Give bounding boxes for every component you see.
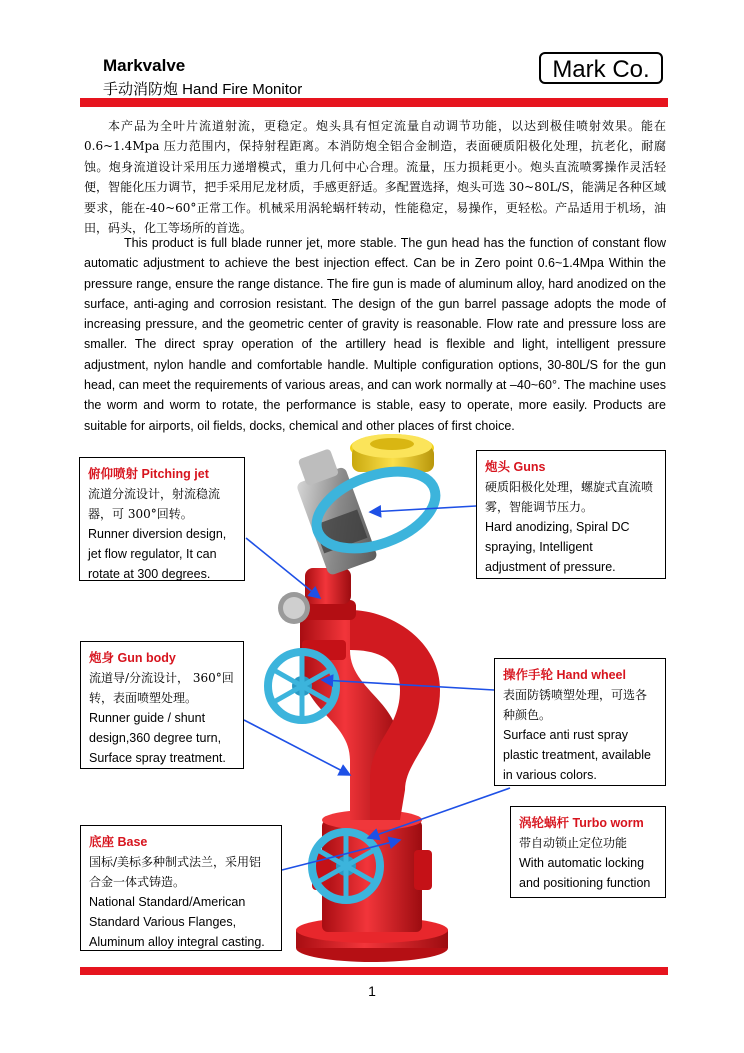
product-subtitle: 手动消防炮 Hand Fire Monitor (103, 81, 303, 98)
callout-hand-wheel-text-cn: 表面防锈喷塑处理，可选各种颜色。 (503, 688, 648, 722)
callout-pitching-jet-title: 俯仰喷射 Pitching jet (88, 466, 209, 481)
callout-pitching-jet-text-en: Runner diversion design, jet flow regulator, It can rotate at 300 degrees. (88, 527, 227, 581)
callout-gun-body (80, 641, 244, 769)
callout-base-text-en: National Standard/American Standard Various Flanges, Aluminum alloy integral casting. (89, 895, 265, 949)
page-number: 1 (368, 983, 376, 999)
footer-divider (80, 967, 668, 975)
callout-gun-body-title: 炮身 Gun body (89, 650, 176, 665)
brand-name: Markvalve (103, 56, 186, 75)
callout-gun-body-text-en: Runner guide / shunt design,360 degree turn, Surface spray treatment. (89, 711, 226, 765)
callout-turbo-worm (510, 806, 666, 898)
callout-hand-wheel-title: 操作手轮 Hand wheel (503, 667, 626, 682)
callout-guns-text-cn: 硬质阳极化处理，螺旋式直流喷雾，智能调节压力。 (485, 480, 654, 514)
callout-hand-wheel (494, 658, 666, 786)
nozzle-head (350, 434, 434, 472)
callout-pitching-jet-text-cn: 流道分流设计，射流稳流器，可 300°回转。 (88, 487, 221, 521)
callout-base-title: 底座 Base (89, 834, 148, 849)
callout-guns-text-en: Hard anodizing, Spiral DC spraying, Intelligent adjustment of pressure. (485, 520, 630, 574)
callout-turbo-worm-text-en: With automatic locking and positioning function (519, 856, 651, 890)
company-logo: Mark Co. (539, 52, 663, 84)
callout-pitching-jet (79, 457, 245, 581)
callout-base (80, 825, 282, 951)
intro-english: This product is full blade runner jet, more stable. The gun head has the function of constant flow automatic adjustment to achieve the best injection effect. Can be in Zero point 0.6~1.4Mpa Within the pressure range, ensure the range distance. The fire gun is made of aluminum alloy, hard anodized on the surface, anti-aging and corrosion resistant. The design of the gun barrel passage adopts the mode of increasing pressure, and the geometric center of gravity is reasonable. Flow rate and pressure loss are smaller. The direct spray operation of the artillery head is flexible and light, intelligent pressure adjustment, nylon handle and comfortable handle. Multiple configuration options, 30-80L/S for the gun head, can meet the requirements of various areas, and can work normally at –40~60°. The machine uses the worm and worm to rotate, the performance is stable, easy to operate, more easily. Products are suitable for airports, oil fields, docks, chemical and other places of first choice. (84, 236, 666, 433)
callout-guns (476, 450, 666, 579)
intro-chinese: 本产品为全叶片流道射流，更稳定。炮头具有恒定流量自动调节功能，以达到极佳喷射效果。能在 0.6~1.4Mpa 压力范围内，保持射程距离。本消防炮全铝合金制造，表面硬质阳极化处理，抗老化，耐腐蚀。炮身流道设计采用压力递增模式，重力几何中心合理。流量，压力损耗更小。炮头直流喷雾操作灵活轻便，智能化压力调节，把手采用尼龙材质，手感更舒适。多配置选择，炮头可选 30~80L/S，能满足各种区域要求，能在-40~60°正常工作。机械采用涡轮蜗杆转动，性能稳定，易操作，更轻松。产品适用于机场，油田，码头，化工等场所的首选。 (84, 119, 666, 236)
pitching-knob (278, 592, 310, 624)
callout-gun-body-text-cn: 流道导/分流设计， 360°回转，表面喷塑处理。 (89, 671, 234, 705)
callout-base-text-cn: 国标/美标多种制式法兰，采用铝合金一体式铸造。 (89, 855, 262, 889)
callout-hand-wheel-text-en: Surface anti rust spray plastic treatment, available in various colors. (503, 728, 651, 782)
callout-guns-title: 炮头 Guns (485, 459, 546, 474)
callout-turbo-worm-text-cn: 带自动锁止定位功能 (519, 836, 628, 850)
callout-turbo-worm-title: 涡轮蜗杆 Turbo worm (519, 815, 644, 830)
